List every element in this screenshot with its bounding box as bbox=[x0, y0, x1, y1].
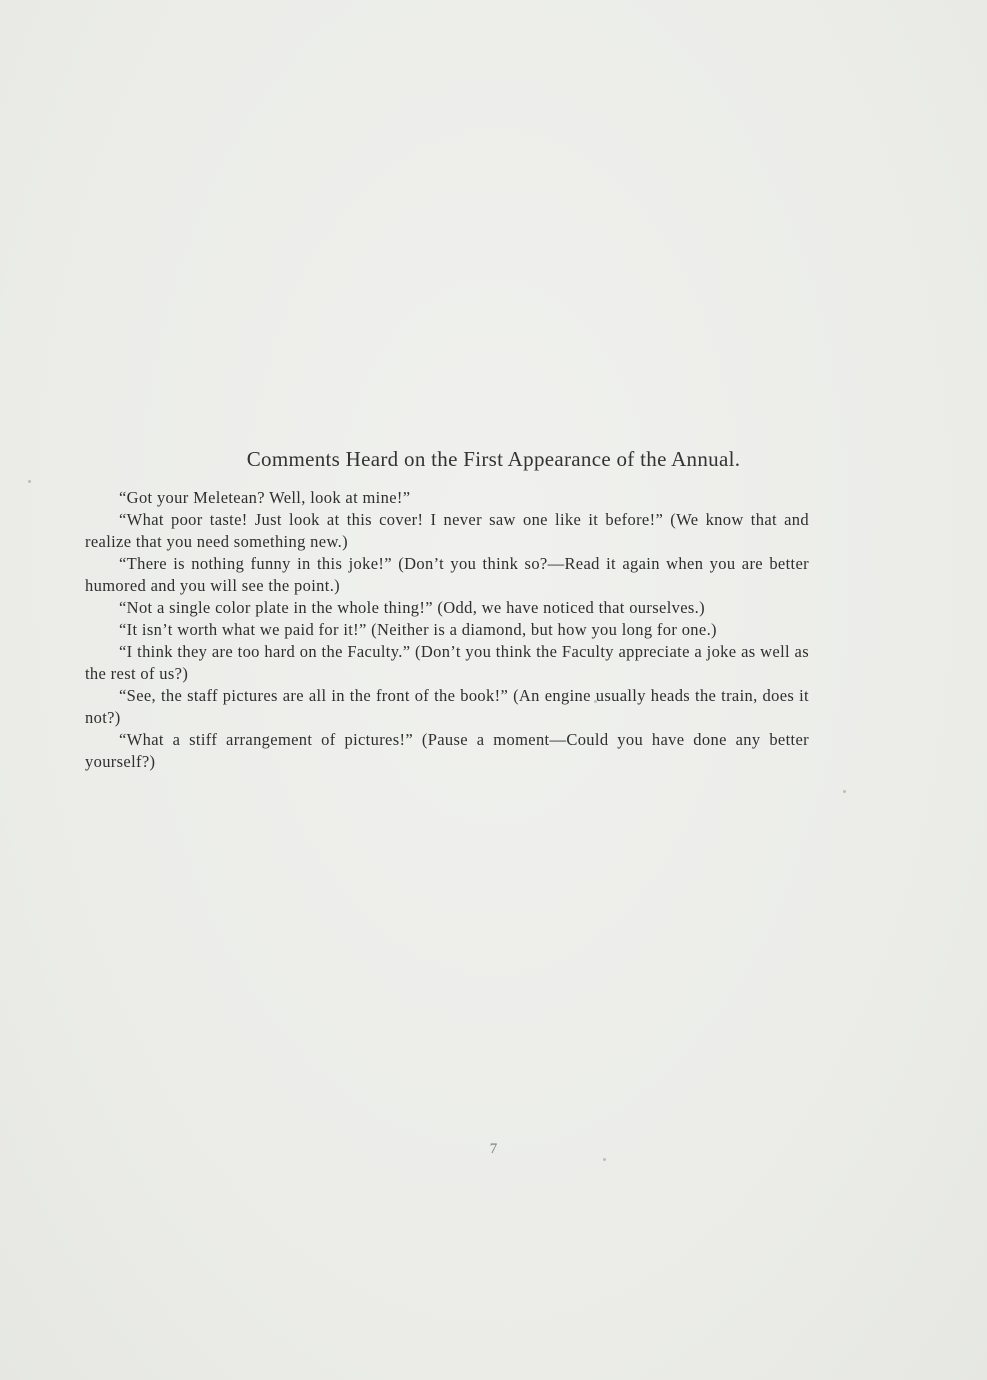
paper-speck bbox=[843, 790, 846, 793]
comment-paragraph: “What poor taste! Just look at this cover! I never saw one like it before!” (We know that and realize that you need something new.) bbox=[85, 510, 809, 551]
comment-paragraph: “It isn’t worth what we paid for it!” (Neither is a diamond, but how you long for one.) bbox=[119, 620, 717, 639]
comment-paragraph: “What a stiff arrangement of pictures!” (Pause a moment—Could you have done any better yourself?) bbox=[85, 730, 809, 771]
comment-paragraph: “There is nothing funny in this joke!” (Don’t you think so?—Read it again when you are better humored and you will see the point.) bbox=[85, 554, 809, 595]
comment-paragraph: “Not a single color plate in the whole thing!” (Odd, we have noticed that ourselves.) bbox=[119, 598, 705, 617]
comment-paragraph: “Got your Meletean? Well, look at mine!” bbox=[119, 488, 411, 507]
comment-paragraph: “I think they are too hard on the Faculty.” (Don’t you think the Faculty appreciate a joke as well as the rest of us?) bbox=[85, 642, 809, 683]
paper-speck bbox=[603, 1158, 606, 1161]
comments-text bbox=[85, 487, 809, 773]
comment-paragraph: “See, the staff pictures are all in the front of the book!” (An engine usually heads the train, does it not?) bbox=[85, 686, 809, 727]
page-title: Comments Heard on the First Appearance of the Annual. bbox=[246, 447, 741, 471]
page-number: 7 bbox=[489, 1141, 498, 1157]
paper-speck bbox=[28, 480, 31, 483]
